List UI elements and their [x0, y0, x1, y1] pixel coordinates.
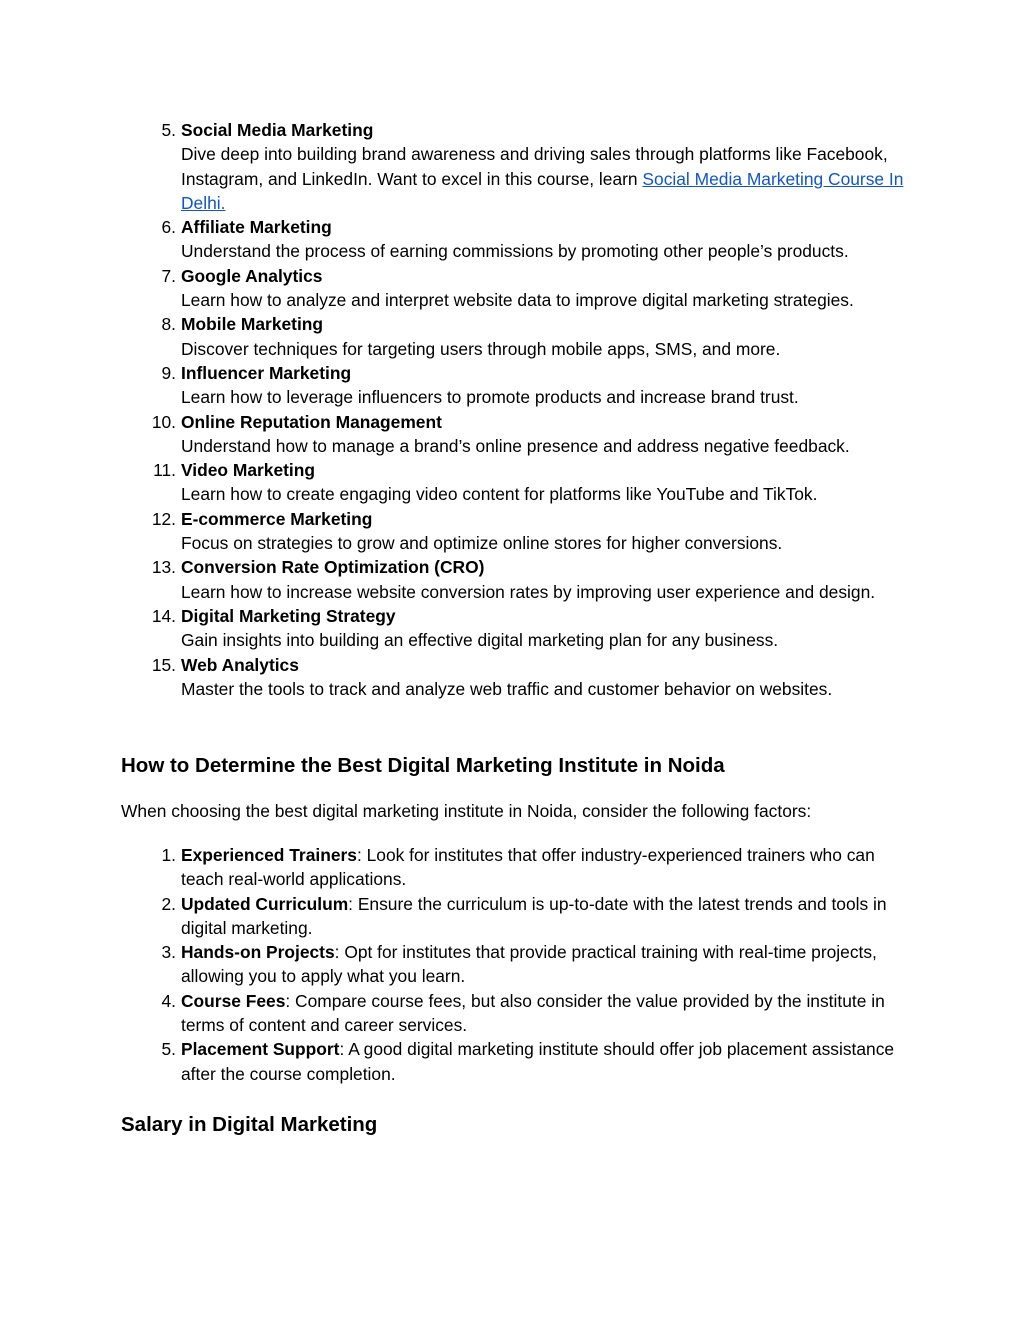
section-heading-best-institute: How to Determine the Best Digital Marketing Institute in Noida	[121, 754, 725, 777]
list-item	[0, 215, 1024, 264]
list-item-title: Social Media Marketing	[181, 120, 374, 140]
list-number: 6.	[161, 217, 176, 238]
list-item-title: Digital Marketing Strategy	[181, 605, 396, 626]
list-item-title: Video Marketing	[181, 460, 316, 481]
list-item-description: Learn how to create engaging video content for platforms like YouTube and TikTok.	[181, 484, 818, 505]
social-media-course-link[interactable]: Social Media Marketing Course In Delhi.	[181, 168, 904, 213]
list-item-description: Focus on strategies to grow and optimize online stores for higher conversions.	[181, 533, 783, 554]
list-item-description: Learn how to leverage influencers to promote products and increase brand trust.	[181, 387, 799, 408]
list-item	[0, 458, 1024, 507]
list-item-title: Placement Support	[181, 1039, 340, 1060]
list-item	[0, 555, 1024, 604]
list-item-description: : A good digital marketing institute should offer job placement assistance after the course completion.	[181, 1039, 895, 1084]
list-item-title: Mobile Marketing	[181, 314, 324, 335]
list-item-title: Influencer Marketing	[181, 362, 352, 383]
list-item-description: Dive deep into building brand awareness and driving sales through platforms like Facebook, Instagram, and LinkedIn. Want to excel in this course, learn Social Media Marketing Course In Delhi.	[181, 144, 904, 213]
list-item-description: Gain insights into building an effective digital marketing plan for any business.	[181, 630, 779, 651]
list-item	[0, 989, 1024, 1038]
list-item-description: Discover techniques for targeting users through mobile apps, SMS, and more.	[181, 338, 781, 359]
list-item-description: Learn how to increase website conversion rates by improving user experience and design.	[181, 581, 876, 602]
list-number: 3.	[161, 942, 176, 963]
list-item	[0, 940, 1024, 989]
list-number: 1.	[161, 845, 176, 865]
list-number: 5.	[161, 1039, 176, 1060]
list-item	[0, 1037, 1024, 1086]
list-number: 11.	[153, 460, 176, 481]
section-intro-paragraph: When choosing the best digital marketing institute in Noida, consider the following factors:	[121, 801, 812, 821]
list-item	[0, 843, 1024, 892]
list-item-description: : Opt for institutes that provide practical training with real-time projects, allowing you to apply what you learn.	[181, 942, 877, 987]
list-item-title: Hands-on Projects	[181, 942, 335, 963]
list-item-title: E-commerce Marketing	[181, 508, 373, 529]
list-item-title: Web Analytics	[181, 654, 299, 675]
list-item	[0, 604, 1024, 653]
list-item	[0, 507, 1024, 556]
list-item-description: Learn how to analyze and interpret website data to improve digital marketing strategies.	[181, 290, 854, 311]
list-item-title: Conversion Rate Optimization (CRO)	[181, 557, 485, 578]
course-modules-list	[0, 118, 1024, 701]
list-number: 15.	[151, 654, 176, 675]
list-item	[0, 361, 1024, 410]
list-item	[0, 653, 1024, 702]
list-item-title: Updated Curriculum	[181, 893, 349, 914]
list-number: 5.	[161, 120, 176, 140]
list-item-title: Affiliate Marketing	[181, 217, 332, 238]
list-item-title: Course Fees	[181, 990, 286, 1011]
list-number: 10.	[151, 411, 176, 432]
list-item	[0, 410, 1024, 459]
list-item	[0, 264, 1024, 313]
factors-list	[0, 843, 1024, 1086]
list-item-title: Google Analytics	[181, 265, 323, 286]
list-item-description: Master the tools to track and analyze web traffic and customer behavior on websites.	[181, 678, 833, 699]
list-item-description: : Look for institutes that offer industry-experienced trainers who can teach real-world applications.	[181, 845, 875, 890]
list-item-title: Online Reputation Management	[181, 411, 442, 432]
list-item	[0, 892, 1024, 941]
list-number: 8.	[161, 314, 176, 335]
list-number: 2.	[161, 893, 176, 914]
list-item-description: : Compare course fees, but also consider the value provided by the institute in terms of content and career services.	[181, 990, 885, 1036]
list-number: 14.	[151, 605, 176, 626]
list-item	[0, 118, 1024, 215]
list-item	[0, 312, 1024, 361]
list-number: 7.	[161, 265, 176, 286]
list-item-title: Experienced Trainers	[181, 845, 357, 865]
list-item-description: Understand the process of earning commissions by promoting other people’s products.	[181, 241, 849, 262]
list-number: 12.	[151, 508, 176, 529]
list-item-description: : Ensure the curriculum is up-to-date with the latest trends and tools in digital marketing.	[181, 893, 887, 938]
list-number: 4.	[161, 990, 176, 1011]
list-number: 13.	[151, 557, 176, 578]
list-item-description: Understand how to manage a brand’s online presence and address negative feedback.	[181, 435, 850, 456]
section-heading-salary: Salary in Digital Marketing	[121, 1113, 378, 1136]
list-number: 9.	[161, 362, 176, 383]
